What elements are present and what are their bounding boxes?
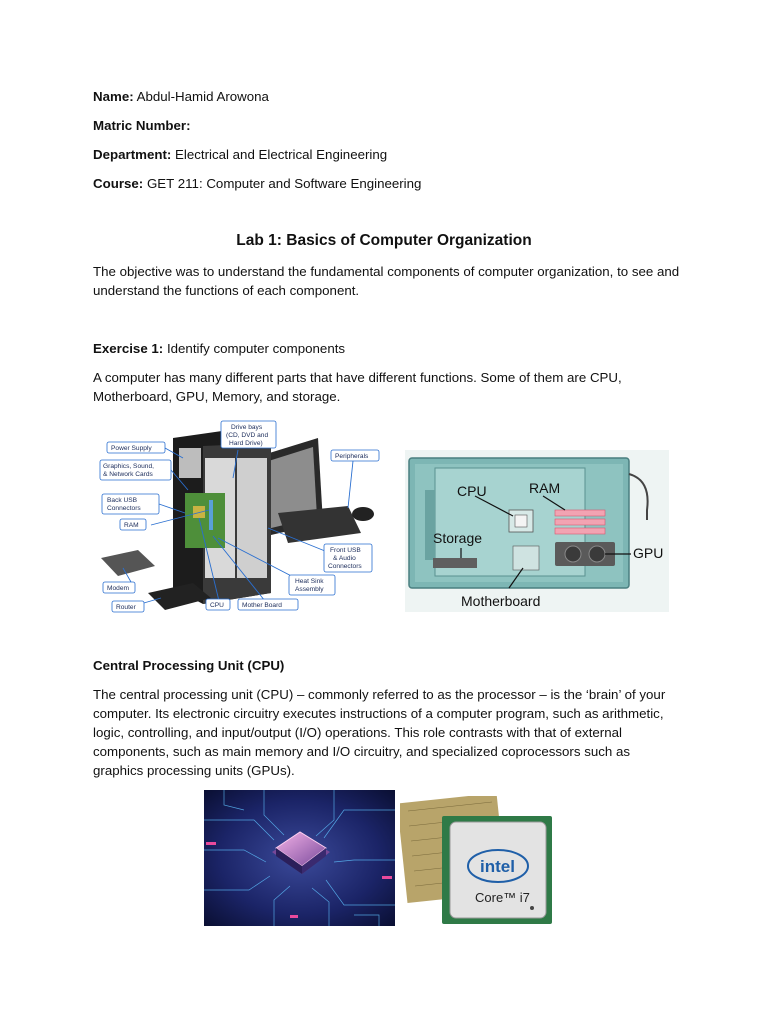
exercise-text: Identify computer components <box>166 341 346 356</box>
cpu-chip <box>515 515 527 527</box>
gpu-fan <box>565 546 581 562</box>
label-drive-bays-1: Drive bays <box>231 424 263 431</box>
ram-block <box>209 500 213 530</box>
ram-stick <box>555 519 605 525</box>
label-modem: Modem <box>107 585 129 592</box>
course-line <box>93 174 683 193</box>
matric-label: Matric Number: <box>93 118 191 133</box>
chip-model-text: Core™ i7 <box>475 890 530 905</box>
cpu-block <box>193 506 205 518</box>
matric-line <box>93 116 683 135</box>
course-value: GET 211: Computer and Software Engineering <box>146 176 422 191</box>
storage-drive <box>433 558 477 568</box>
label-drive-bays-2: (CD, DVD and <box>226 432 269 439</box>
lab-title-text: Basics of Computer Organization <box>286 232 532 249</box>
label-front-usb-1: Front USB <box>330 547 361 554</box>
exercise-line <box>93 339 683 358</box>
fig2-motherboard-label: Motherboard <box>461 593 541 609</box>
io-shield <box>425 490 435 560</box>
computer-components-diagram <box>93 418 383 616</box>
chipset-area <box>513 546 539 570</box>
exercise-paragraph: A computer has many different parts that have different functions. Some of them are CPU, Motherboard, GPU, Memory, and storage. <box>93 370 622 404</box>
name-value: Abdul-Hamid Arowona <box>136 89 269 104</box>
label-ram: RAM <box>124 522 139 529</box>
label-front-usb-3: Connectors <box>328 563 362 570</box>
label-drive-bays-3: Hard Drive) <box>229 440 263 447</box>
objective-paragraph: The objective was to understand the fundamental components of computer organization, to see and understand the functions of each component. <box>93 264 680 298</box>
department-line <box>93 145 683 164</box>
label-back-usb-1: Back USB <box>107 497 138 504</box>
ram-stick <box>555 510 605 516</box>
name-label: Name: <box>93 89 134 104</box>
exercise-label: Exercise 1: <box>93 341 164 356</box>
intel-logo-text: intel <box>480 857 515 876</box>
fig2-ram-label: RAM <box>529 480 561 496</box>
label-graphics-1: Graphics, Sound, <box>103 463 154 470</box>
label-cpu: CPU <box>210 602 224 609</box>
intel-chip-image <box>400 796 553 926</box>
name-line <box>93 87 683 106</box>
cpu-heading: Central Processing Unit (CPU) <box>93 658 285 673</box>
mouse-shape <box>352 507 374 521</box>
power-supply-block <box>179 448 201 478</box>
glowing-chip-image <box>204 790 395 926</box>
lab-title-prefix: Lab 1: <box>236 232 282 249</box>
fig2-gpu-label: GPU <box>633 545 664 561</box>
label-heat-sink-2: Assembly <box>295 586 324 593</box>
department-value: Electrical and Electrical Engineering <box>175 147 388 162</box>
course-label: Course: <box>93 176 144 191</box>
label-graphics-2: & Network Cards <box>103 471 153 478</box>
label-front-usb-2: & Audio <box>333 555 356 562</box>
department-label: Department: <box>93 147 172 162</box>
drive-bay-block <box>237 458 267 578</box>
label-peripherals: Peripherals <box>335 453 369 460</box>
modem-shape <box>101 550 155 576</box>
label-heat-sink-1: Heat Sink <box>295 578 324 585</box>
label-mother-board: Mother Board <box>242 602 282 609</box>
motherboard-block <box>185 493 225 548</box>
fig2-storage-label: Storage <box>433 530 483 546</box>
pc-case-diagram <box>405 450 669 612</box>
lab-title <box>0 232 768 250</box>
label-router: Router <box>116 604 136 611</box>
gpu-fan <box>589 546 605 562</box>
label-power-supply: Power Supply <box>111 445 152 452</box>
ram-stick <box>555 528 605 534</box>
cpu-paragraph: The central processing unit (CPU) – commonly referred to as the processor – is the ‘brain’ of your computer. Its electronic circuitry executes instructions of a computer program, such as arithmetic, logic, controlling, and input/output (I/O) operations. This role contrasts with that of external components, such as main memory and I/O circuitry, and specialized coprocessors such as graphics processing units (GPUs). <box>93 687 666 778</box>
label-back-usb-2: Connectors <box>107 505 141 512</box>
fig2-cpu-label: CPU <box>457 483 487 499</box>
